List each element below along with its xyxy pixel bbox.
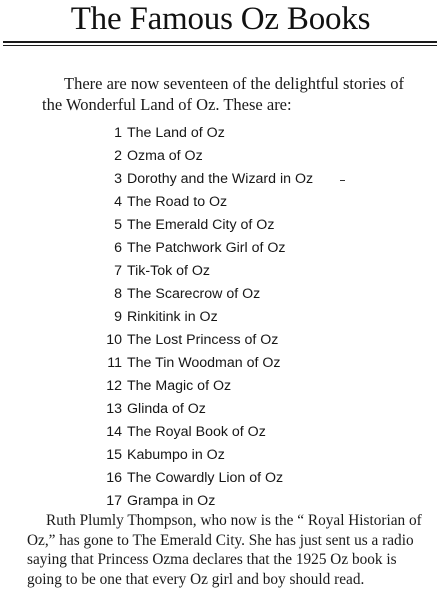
book-number: 1	[114, 125, 122, 141]
book-title: Grampa in Oz	[127, 493, 216, 509]
list-item	[0, 352, 441, 375]
book-title: The Patchwork Girl of Oz	[127, 240, 286, 256]
list-item	[0, 122, 441, 145]
book-title: The Royal Book of Oz	[127, 424, 266, 440]
book-number: 7	[114, 263, 122, 279]
book-title: Glinda of Oz	[127, 401, 206, 417]
intro-paragraph: There are now seventeen of the delightful stories of the Wonderful Land of Oz. These are:	[42, 74, 404, 114]
page-title: The Famous Oz Books	[70, 1, 371, 37]
book-title: Ozma of Oz	[127, 148, 203, 164]
title-rule-thick	[3, 41, 437, 43]
list-item	[0, 490, 441, 513]
list-item	[0, 145, 441, 168]
closing-paragraph: Ruth Plumly Thompson, who now is the “ Royal Historian of Oz,” has gone to The Emerald City. She has just sent us a radio saying that Princess Ozma declares that the 1925 Oz book is going to be one that every Oz girl and boy should read.	[27, 512, 422, 588]
book-title: Dorothy and the Wizard in Oz	[127, 171, 314, 187]
list-item	[0, 375, 441, 398]
book-number: 16	[106, 470, 122, 486]
book-number: 8	[114, 286, 122, 302]
list-item	[0, 191, 441, 214]
book-number: 12	[106, 378, 122, 394]
list-item	[0, 421, 441, 444]
list-item	[0, 329, 441, 352]
book-title: The Magic of Oz	[127, 378, 232, 394]
book-number: 11	[107, 355, 122, 371]
book-title: Tik-Tok of Oz	[127, 263, 211, 279]
title-rule-thin	[3, 45, 437, 46]
book-title: The Land of Oz	[127, 125, 225, 141]
book-title: Rinkitink in Oz	[127, 309, 218, 325]
book-number: 3	[114, 171, 122, 187]
book-title: Kabumpo in Oz	[127, 447, 225, 463]
book-title: The Cowardly Lion of Oz	[127, 470, 284, 486]
book-number: 2	[114, 148, 122, 164]
book-title: The Lost Princess of Oz	[127, 332, 279, 348]
list-item	[0, 398, 441, 421]
book-number: 15	[106, 447, 122, 463]
list-item	[0, 237, 441, 260]
list-item	[0, 467, 441, 490]
list-item	[0, 260, 441, 283]
stray-mark	[340, 180, 345, 181]
list-item	[0, 306, 441, 329]
book-title: The Tin Woodman of Oz	[127, 355, 281, 371]
list-item	[0, 214, 441, 237]
book-number: 9	[114, 309, 122, 325]
book-title: The Road to Oz	[127, 194, 228, 210]
list-item	[0, 444, 441, 467]
list-item	[0, 168, 441, 191]
book-number: 4	[114, 194, 122, 210]
book-number: 5	[114, 217, 122, 233]
book-number: 13	[106, 401, 122, 417]
book-number: 10	[106, 332, 122, 348]
book-number: 17	[106, 493, 122, 509]
book-number: 14	[106, 424, 122, 440]
book-number: 6	[114, 240, 122, 256]
book-title: The Emerald City of Oz	[127, 217, 275, 233]
book-title: The Scarecrow of Oz	[127, 286, 261, 302]
list-item	[0, 283, 441, 306]
